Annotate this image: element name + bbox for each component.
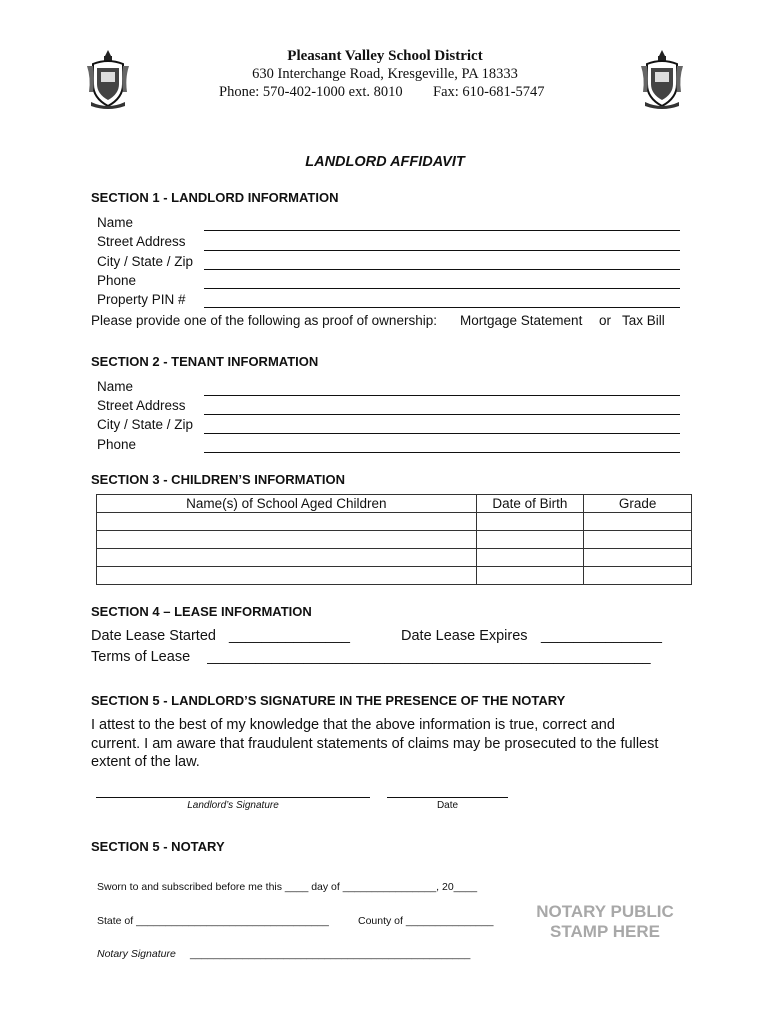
landlord-street-label: Street Address xyxy=(97,234,186,249)
stamp-line-2: STAMP HERE xyxy=(550,922,660,941)
table-row xyxy=(97,513,692,531)
child-grade-cell[interactable] xyxy=(584,513,692,531)
tenant-city-label: City / State / Zip xyxy=(97,417,194,432)
tenant-street-field[interactable] xyxy=(204,414,680,415)
stamp-line-1: NOTARY PUBLIC xyxy=(536,902,674,921)
section1-heading: SECTION 1 - LANDLORD INFORMATION xyxy=(91,190,339,205)
child-dob-cell[interactable] xyxy=(476,567,584,585)
children-table-header xyxy=(97,495,692,513)
tenant-name-field[interactable] xyxy=(204,395,680,396)
landlord-signature-field[interactable] xyxy=(96,797,370,798)
child-grade-cell[interactable] xyxy=(584,549,692,567)
child-name-cell[interactable] xyxy=(97,549,477,567)
child-dob-cell[interactable] xyxy=(476,549,584,567)
notary-signature-field[interactable]: ________________________________________________ xyxy=(190,948,471,960)
notary-state-field[interactable]: State of _________________________________ xyxy=(97,915,329,927)
proof-option-tax-bill: Tax Bill xyxy=(622,313,665,328)
table-row xyxy=(97,567,692,585)
tenant-phone-field[interactable] xyxy=(204,452,680,453)
notary-stamp-area xyxy=(530,902,680,942)
proof-option-mortgage: Mortgage Statement xyxy=(460,313,583,328)
section5-heading: SECTION 5 - LANDLORD’S SIGNATURE IN THE PRESENCE OF THE NOTARY xyxy=(91,693,566,708)
lease-started-label: Date Lease Started xyxy=(91,628,216,644)
column-header-grade: Grade xyxy=(584,495,692,513)
landlord-street-field[interactable] xyxy=(204,250,680,251)
column-header-names: Name(s) of School Aged Children xyxy=(97,495,477,513)
attestation-text: I attest to the best of my knowledge that the above information is true, correct and current. I am aware that fraudulent statements of claims may be prosecuted to the fullest extent of the law. xyxy=(91,717,659,770)
district-address: 630 Interchange Road, Kresgeville, PA 18333 xyxy=(252,66,518,82)
terms-of-lease-label: Terms of Lease xyxy=(91,649,191,665)
lease-expires-label: Date Lease Expires xyxy=(401,628,528,644)
children-table xyxy=(96,494,692,585)
proof-of-ownership-label: Please provide one of the following as proof of ownership: xyxy=(91,313,437,328)
section3-heading: SECTION 3 - CHILDREN’S INFORMATION xyxy=(91,472,345,487)
sworn-statement[interactable]: Sworn to and subscribed before me this ____ day of ________________, 20____ xyxy=(97,881,478,893)
child-dob-cell[interactable] xyxy=(476,531,584,549)
notary-heading: SECTION 5 - NOTARY xyxy=(91,839,225,854)
tenant-street-label: Street Address xyxy=(97,398,186,413)
lease-started-field[interactable]: _______________ xyxy=(229,628,350,644)
notary-county-field[interactable]: County of _______________ xyxy=(358,915,494,927)
landlord-phone-label: Phone xyxy=(97,273,137,288)
tenant-city-field[interactable] xyxy=(204,433,680,434)
terms-of-lease-field[interactable]: _______________________________________________________ xyxy=(207,649,651,665)
lease-expires-field[interactable]: _______________ xyxy=(541,628,662,644)
page-title: LANDLORD AFFIDAVIT xyxy=(305,154,465,170)
landlord-name-label: Name xyxy=(97,215,134,230)
child-grade-cell[interactable] xyxy=(584,531,692,549)
property-pin-field[interactable] xyxy=(204,307,680,308)
landlord-city-field[interactable] xyxy=(204,269,680,270)
district-name: Pleasant Valley School District xyxy=(287,48,483,64)
child-name-cell[interactable] xyxy=(97,567,477,585)
table-row xyxy=(97,531,692,549)
notary-signature-label: Notary Signature xyxy=(97,948,176,960)
signature-date-caption: Date xyxy=(436,800,459,811)
district-fax: Fax: 610-681-5747 xyxy=(433,84,545,100)
table-row xyxy=(97,549,692,567)
landlord-phone-field[interactable] xyxy=(204,288,680,289)
property-pin-label: Property PIN # xyxy=(97,292,186,307)
landlord-city-label: City / State / Zip xyxy=(97,254,194,269)
tenant-name-label: Name xyxy=(97,379,134,394)
child-name-cell[interactable] xyxy=(97,513,477,531)
child-dob-cell[interactable] xyxy=(476,513,584,531)
tenant-phone-label: Phone xyxy=(97,437,137,452)
column-header-dob: Date of Birth xyxy=(476,495,584,513)
section4-heading: SECTION 4 – LEASE INFORMATION xyxy=(91,604,312,619)
landlord-signature-caption: Landlord’s Signature xyxy=(187,800,279,811)
landlord-name-field[interactable] xyxy=(204,230,680,231)
child-name-cell[interactable] xyxy=(97,531,477,549)
district-phone: Phone: 570-402-1000 ext. 8010 xyxy=(219,84,403,100)
section2-heading: SECTION 2 - TENANT INFORMATION xyxy=(91,354,319,369)
signature-date-field[interactable] xyxy=(387,797,508,798)
proof-or: or xyxy=(599,313,612,328)
child-grade-cell[interactable] xyxy=(584,567,692,585)
